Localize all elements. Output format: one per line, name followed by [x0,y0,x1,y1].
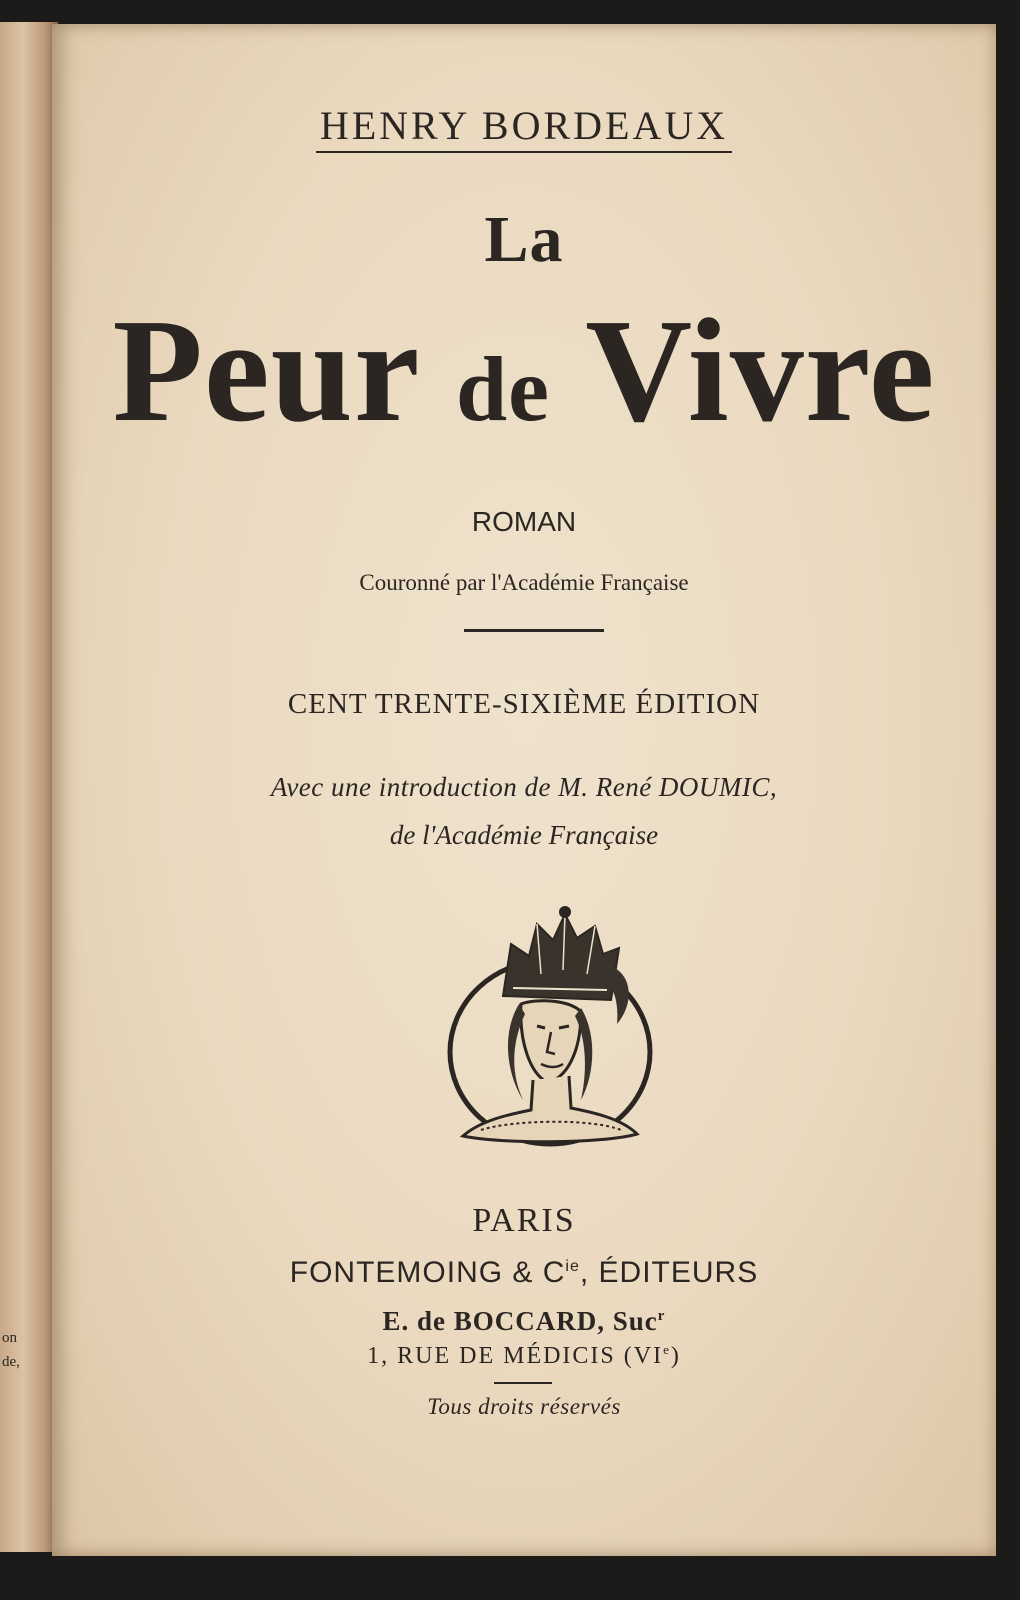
award-line: Couronné par l'Académie Française [359,570,689,595]
book-title [52,286,996,474]
address-text: 1, RUE DE MÉDICIS (VI [367,1343,664,1369]
successor-line [52,1306,996,1337]
title-word-de: de [455,338,550,440]
left-page-fragment: on [2,1330,17,1346]
crowned-marianne-emblem-icon [441,904,659,1154]
publisher-address [52,1342,996,1370]
introduction-line-2: de l'Académie Française [389,820,659,850]
publisher-superscript: ie [565,1258,580,1275]
title-word-vivre: Vivre [585,289,936,453]
publisher-role: , ÉDITEURS [579,1256,759,1289]
publisher-name: FONTEMOING & C [289,1256,566,1289]
left-page-fragment: de, [2,1354,20,1370]
divider-rule-small [494,1382,552,1384]
rights-notice: Tous droits réservés [427,1394,621,1419]
divider-rule [464,629,604,632]
title-word-peur: Peur [112,289,418,453]
author-name-text: HENRY BORDEAUX [316,103,732,153]
title-article: La [484,203,564,276]
address-superscript: e [663,1342,671,1357]
left-page-edge [0,22,58,1552]
author-name [52,102,996,149]
successor-superscript: r [657,1308,666,1324]
address-close: ) [670,1343,681,1369]
publisher-line [52,1256,996,1290]
introduction-line-1: Avec une introduction de M. René DOUMIC, [270,772,778,802]
successor-name: E. de BOCCARD, Suc [382,1306,658,1336]
genre-label: ROMAN [471,506,577,537]
edition-line: CENT TRENTE-SIXIÈME ÉDITION [287,688,761,720]
publication-city: PARIS [472,1202,576,1239]
title-page [52,24,996,1556]
